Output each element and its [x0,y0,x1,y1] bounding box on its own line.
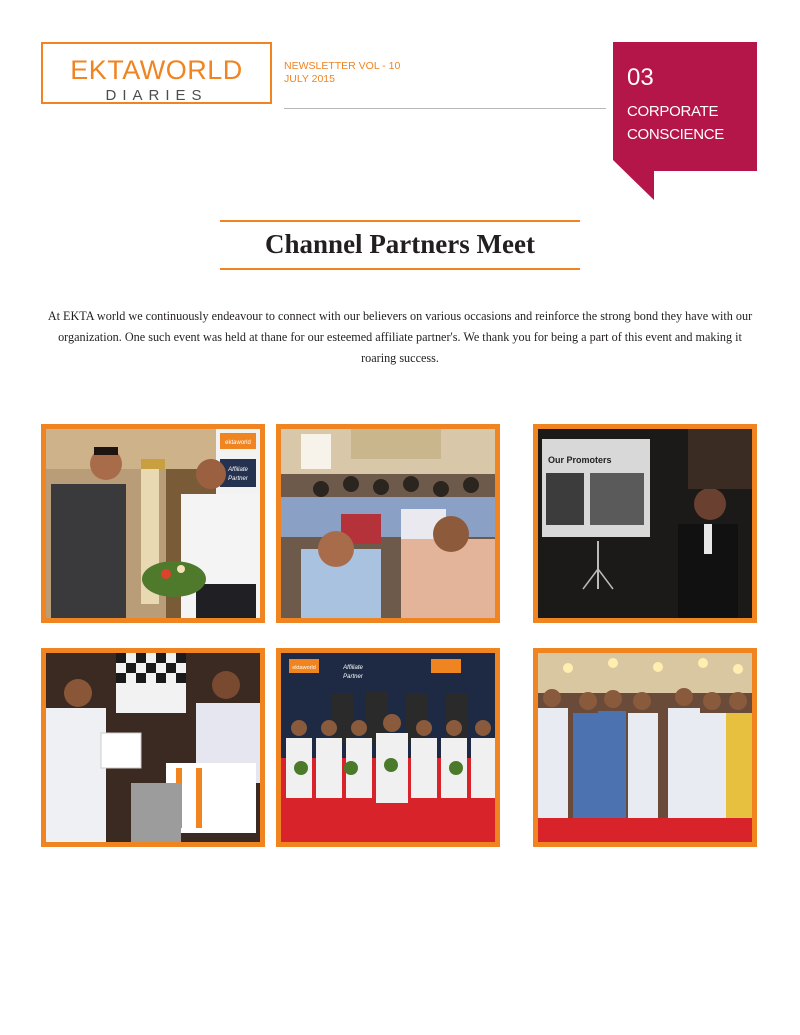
photo-standing-group [533,648,757,847]
banner-partner: Partner [228,476,248,482]
logo-subtitle: DIARIES [105,87,208,104]
section-number: 03 [627,64,654,91]
stage-banner-partner: Partner [343,674,363,680]
article-title: Channel Partners Meet [265,229,535,259]
section-title-line1: CORPORATE [627,103,719,120]
screen-heading: Our Promoters [548,455,612,465]
photo-audience [276,424,500,623]
title-rule-bottom [220,268,580,270]
photo-group-stage [276,648,500,847]
title-rule-top [220,220,580,222]
newsletter-volume: NEWSLETTER VOL - 10 [284,60,401,72]
banner-brand: ektaworld [225,440,251,446]
newsletter-date: JULY 2015 [284,73,335,85]
ektaworld-diaries-logo [41,42,272,104]
logo-wordmark: EKTAWORLD [70,55,243,85]
photo-gift-presentation [41,648,265,847]
header-rule [284,108,606,109]
photo-award-handover [41,424,265,623]
banner-affiliate: Affiliate [228,467,248,473]
article-body: At EKTA world we continuously endeavour to connect with our believers on various occasions and reinforce the strong bond they have with our organization. One such event was held at thane for our esteemed affiliate partner's. We thank you for being a part of this event and making it roaring success. [47,309,753,365]
section-title-line2: CONSCIENCE [627,126,725,143]
stage-banner-affiliate: Affiliate [343,665,363,671]
stage-banner-brand: ektaworld [292,665,316,671]
newsletter-info [284,60,400,86]
photo-presentation [533,424,757,623]
